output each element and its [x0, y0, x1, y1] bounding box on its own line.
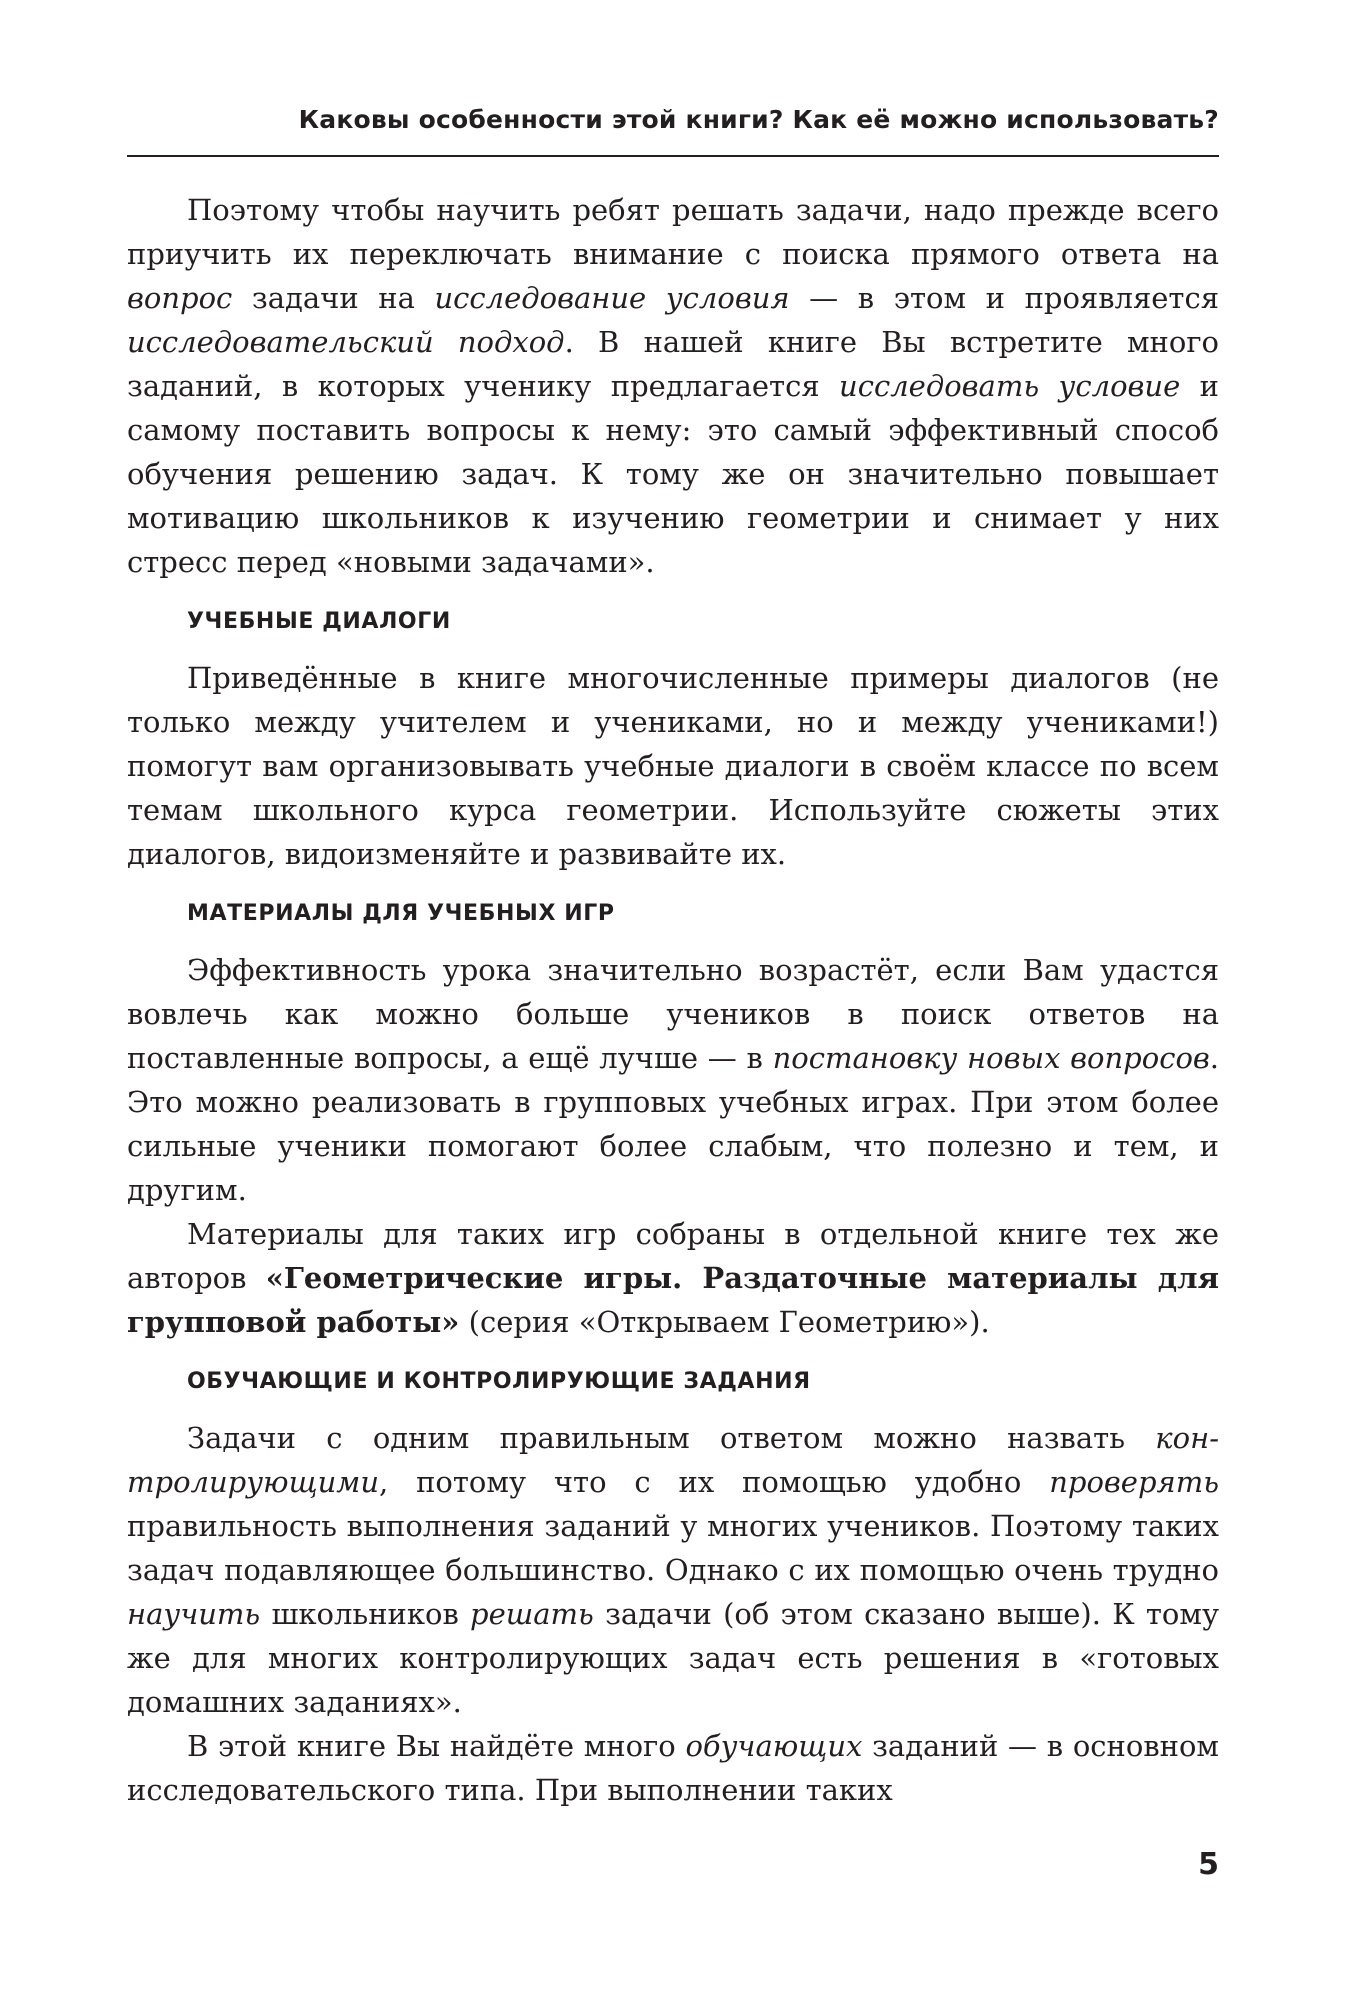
page-body — [127, 188, 1219, 1812]
heading-dialogs: УЧЕБНЫЕ ДИАЛОГИ — [187, 609, 451, 634]
dialogs-paragraph: Приведённые в книге многочисленные примеры диалогов (не только между учителем и учениками, но и между учениками!) помогут вам организовывать учебные диалоги в своём классе по всем темам школьного курса геометрии. Используйте сюжеты этих диалогов, видоизменяйте и развивайте их. — [127, 661, 1219, 871]
tasks-paragraph-2: В этой книге Вы найдёте много обучающих заданий — в основном исследовательского типа. При выполнении таких — [127, 1729, 1219, 1807]
games-paragraph-1: Эффективность урока значительно возрастёт, если Вам удастся вовлечь как можно больше учеников в поиск ответов на поставленные вопросы, а ещё лучше — в постановку новых вопросов. Это можно реализовать в групповых учебных играх. При этом более сильные ученики помогают более слабым, что полезно и тем, и другим. — [127, 953, 1219, 1207]
running-header: Каковы особенности этой книги? Как её можно использовать? — [298, 105, 1219, 134]
games-paragraph-2: Материалы для таких игр собраны в отдельной книге тех же авторов «Геометрические игры. Раздаточные материалы для групповой работы» (серия «Открываем Геометрию»). — [127, 1217, 1219, 1339]
intro-paragraph: Поэтому чтобы научить ребят решать задачи, надо прежде всего приучить их переключать внимание с поиска прямого ответа на вопрос задачи на исследование условия — в этом и проявляется исследовательский подход. В нашей книге Вы встретите много заданий, в которых ученику предлагается исследовать условие и самому поставить вопросы к нему: это самый эффективный способ обучения решению задач. К тому же он значительно повышает мотивацию школьников к изучению геометрии и снимает у них стресс перед «новыми задачами». — [127, 193, 1220, 579]
header-divider — [127, 155, 1219, 157]
heading-tasks: ОБУЧАЮЩИЕ И КОНТРОЛИРУЮЩИЕ ЗАДАНИЯ — [187, 1369, 811, 1394]
tasks-paragraph-1: Задачи с одним правильным ответом можно назвать контролирующими, потому что с их помощью удобно проверять правильность выполнения заданий у многих учеников. Поэтому таких задач подавляющее большинство. Однако с их помощью очень трудно научить школьников решать задачи (об этом сказано выше). К тому же для многих контролирующих задач есть решения в «готовых домашних заданиях». — [127, 1421, 1220, 1719]
page-number: 5 — [1198, 1847, 1219, 1882]
heading-games: МАТЕРИАЛЫ ДЛЯ УЧЕБНЫХ ИГР — [187, 901, 615, 926]
